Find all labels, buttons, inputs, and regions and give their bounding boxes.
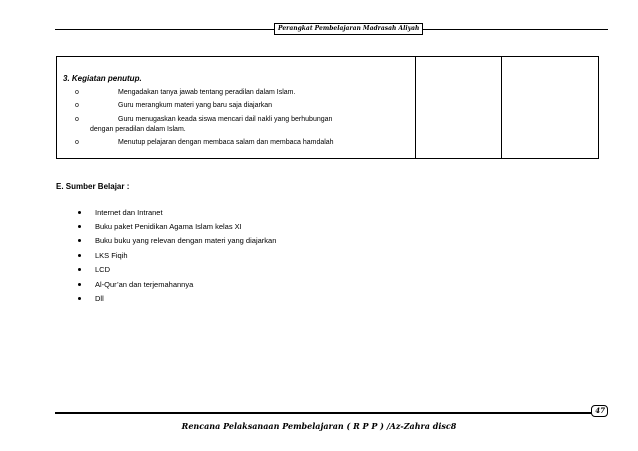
step-bullet: o — [75, 139, 79, 146]
table-column-divider — [415, 57, 416, 158]
step-item: Menutup pelajaran dengan membaca salam dan membaca hamdalah — [118, 139, 334, 146]
list-item-label: LCD — [95, 265, 111, 275]
bullet-icon — [78, 254, 81, 257]
page-number: 47 — [591, 405, 608, 417]
header-title: Perangkat Pembelajaran Madrasah Aliyah — [274, 23, 423, 35]
list-item — [78, 205, 276, 219]
step-bullet: o — [75, 116, 79, 123]
list-item — [78, 234, 276, 248]
bullet-icon — [78, 283, 81, 286]
step-item: Guru menugaskan keada siswa mencari dail nakli yang berhubungan — [118, 116, 333, 123]
step-item-continuation: dengan peradilan dalam Islam. — [90, 126, 186, 133]
bullet-icon — [78, 297, 81, 300]
list-item — [78, 263, 276, 277]
list-item — [78, 277, 276, 291]
learning-sources-heading: E. Sumber Belajar : — [56, 182, 130, 191]
bullet-icon — [78, 211, 81, 214]
list-item-label: Buku buku yang relevan dengan materi yang diajarkan — [95, 236, 277, 246]
list-item-label: Internet dan Intranet — [95, 207, 163, 217]
list-item — [78, 248, 276, 262]
bullet-icon — [78, 239, 81, 242]
list-item-label: LKS Fiqih — [95, 250, 128, 260]
closing-activity-title: 3. Kegiatan penutup. — [63, 74, 142, 83]
list-item — [78, 291, 276, 305]
list-item-label: Buku paket Penidikan Agama Islam kelas XI — [95, 222, 242, 232]
list-item-label: Dll — [95, 294, 104, 304]
table-column-divider — [501, 57, 502, 158]
bullet-icon — [78, 225, 81, 228]
footer-title: Rencana Pelaksanaan Pembelajaran ( R P P ) /Az-Zahra disc8 — [181, 421, 457, 431]
step-item: Guru merangkum materi yang baru saja diajarkan — [118, 102, 273, 109]
step-bullet: o — [75, 89, 79, 96]
learning-sources-list — [78, 205, 276, 306]
list-item-label: Al-Qur’an dan terjemahannya — [95, 279, 194, 289]
footer-rule — [55, 412, 600, 414]
step-item: Mengadakan tanya jawab tentang peradilan dalam Islam. — [118, 89, 296, 96]
step-bullet: o — [75, 102, 79, 109]
bullet-icon — [78, 268, 81, 271]
list-item — [78, 219, 276, 233]
